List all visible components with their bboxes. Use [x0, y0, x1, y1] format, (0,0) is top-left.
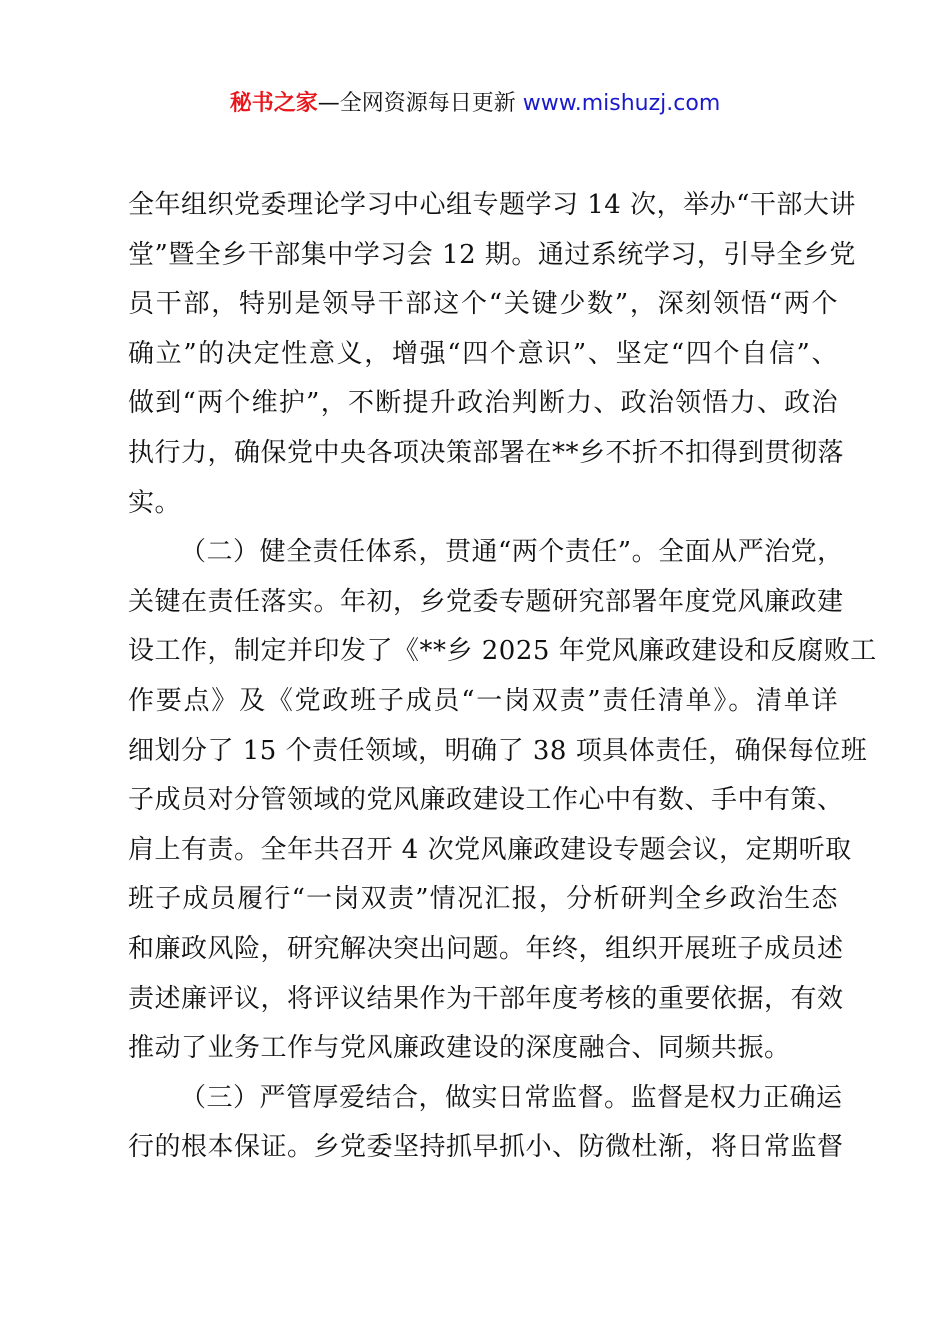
- text-line: 和廉政风险，研究解决突出问题。年终，组织开展班子成员述: [128, 933, 844, 964]
- text-line: 班子成员履行“一岗双责”情况汇报，分析研判全乡政治生态: [128, 884, 838, 915]
- text-line: 员干部，特别是领导干部这个“关键少数”，深刻领悟“两个: [128, 289, 838, 320]
- text-line: 作要点》及《党政班子成员“一岗双责”责任清单》。清单详: [128, 685, 838, 716]
- text-line: 细划分了 15 个责任领域，明确了 38 项具体责任，确保每位班: [128, 735, 868, 766]
- section-heading-line: （二）健全责任体系，贯通“两个责任”。全面从严治党，: [180, 537, 844, 568]
- text-line: 执行力，确保党中央各项决策部署在**乡不折不扣得到贯彻落: [128, 437, 845, 468]
- text-line: 子成员对分管领域的党风廉政建设工作心中有数、手中有策、: [128, 785, 844, 816]
- site-header: [0, 88, 950, 120]
- section-heading-line: （三）严管厚爱结合，做实日常监督。监督是权力正确运: [180, 1082, 843, 1113]
- text-line: 责述廉评议，将评议结果作为干部年度考核的重要依据，有效: [128, 983, 844, 1014]
- brand-name: 秘书之家: [229, 91, 318, 116]
- text-line: 全年组织党委理论学习中心组专题学习 14 次，举办“干部大讲: [128, 190, 856, 220]
- text-line: 实。: [128, 487, 182, 518]
- text-line: 推动了业务工作与党风廉政建设的深度融合、同频共振。: [128, 1033, 791, 1064]
- site-url-link[interactable]: www.mishuzj.com: [522, 91, 721, 116]
- text-line: 设工作，制定并印发了《**乡 2025 年党风廉政建设和反腐败工: [128, 636, 877, 667]
- text-line: 行的根本保证。乡党委坚持抓早抓小、防微杜渐，将日常监督: [128, 1132, 844, 1163]
- header-tagline: —全网资源每日更新: [317, 91, 516, 116]
- text-line: 做到“两个维护”，不断提升政治判断力、政治领悟力、政治: [128, 388, 838, 419]
- document-body: [128, 181, 877, 1173]
- text-line: 堂”暨全乡干部集中学习会 12 期。通过系统学习，引导全乡党: [128, 239, 856, 270]
- text-line: 关键在责任落实。年初，乡党委专题研究部署年度党风廉政建: [128, 586, 844, 617]
- text-line: 确立”的决定性意义，增强“四个意识”、坚定“四个自信”、: [128, 338, 838, 369]
- text-line: 肩上有责。全年共召开 4 次党风廉政建设专题会议，定期听取: [128, 834, 852, 865]
